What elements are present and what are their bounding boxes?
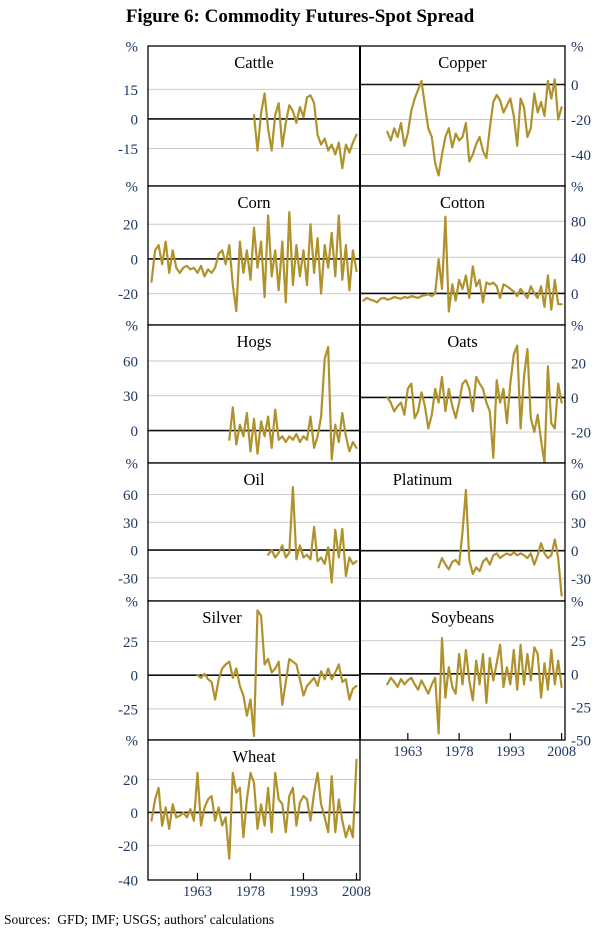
y-tick-label: 0	[571, 286, 579, 303]
x-tick-label: 1993	[288, 884, 318, 900]
panel-title-copper: Copper	[438, 53, 487, 72]
x-tick-label: 2008	[547, 744, 577, 760]
panel-copper	[360, 40, 591, 187]
percent-label: %	[571, 318, 584, 335]
y-tick-label: -30	[571, 572, 591, 589]
percent-label: %	[125, 39, 138, 56]
panel-oats	[360, 319, 591, 464]
y-tick-label: 30	[123, 515, 138, 532]
y-tick-label: 30	[123, 389, 138, 406]
y-tick-label: -25	[571, 700, 591, 717]
figure-title: Figure 6: Commodity Futures-Spot Spread	[125, 6, 475, 27]
y-tick-label: 30	[571, 516, 586, 533]
y-tick-label: 20	[123, 773, 138, 790]
x-tick-label: 1963	[393, 744, 423, 760]
y-tick-label: -20	[118, 287, 138, 304]
percent-label: %	[125, 179, 138, 196]
y-tick-label: 0	[130, 424, 138, 441]
panel-title-wheat: Wheat	[232, 747, 276, 766]
y-tick-label: -30	[118, 571, 138, 588]
percent-label: %	[125, 733, 138, 750]
percent-label: %	[125, 318, 138, 335]
y-tick-label: -20	[571, 113, 591, 129]
y-tick-label: 80	[571, 214, 586, 231]
x-tick-label: 1978	[444, 744, 474, 760]
panel-cotton	[360, 180, 586, 326]
y-tick-label: 25	[123, 634, 138, 651]
panel-title-corn: Corn	[237, 193, 271, 212]
x-tick-label: 1993	[495, 744, 525, 760]
y-tick-label: 40	[571, 250, 586, 267]
y-tick-label: 0	[130, 805, 138, 822]
y-tick-label: 0	[571, 667, 579, 684]
y-tick-label: 15	[123, 82, 138, 99]
y-tick-label: -20	[118, 838, 138, 855]
panel-title-soybeans: Soybeans	[430, 608, 495, 627]
percent-label: %	[125, 456, 138, 473]
panel-title-cattle: Cattle	[234, 53, 274, 72]
y-tick-label: 60	[123, 487, 138, 504]
y-tick-label: 0	[130, 112, 138, 129]
y-tick-label: 25	[571, 634, 586, 651]
y-tick-label-bottom: -50	[571, 733, 591, 750]
percent-label: %	[571, 456, 584, 473]
y-tick-label: -40	[571, 148, 591, 164]
panel-platinum	[360, 457, 591, 602]
panel-wheat	[118, 734, 371, 901]
percent-label: %	[571, 594, 584, 611]
source-note: Sources: GFD; IMF; USGS; authors' calculations	[4, 912, 275, 927]
y-tick-label: -15	[118, 142, 138, 159]
panel-title-platinum: Platinum	[392, 470, 453, 489]
percent-label: %	[571, 179, 584, 196]
x-tick-label: 1963	[182, 884, 212, 900]
panel-cattle	[118, 40, 360, 187]
y-tick-label: 0	[130, 543, 138, 560]
panel-title-silver: Silver	[202, 608, 242, 627]
percent-label: %	[125, 594, 138, 611]
x-tick-label: 2008	[341, 884, 371, 900]
y-tick-label: 0	[130, 668, 138, 685]
y-tick-label-bottom: -40	[118, 873, 138, 890]
panel-corn	[118, 180, 360, 326]
percent-label: %	[571, 39, 584, 56]
panel-silver	[118, 595, 360, 741]
y-tick-label: 60	[571, 488, 586, 505]
panel-title-oats: Oats	[447, 332, 478, 351]
panel-title-hogs: Hogs	[236, 332, 272, 351]
panel-title-oil: Oil	[243, 470, 265, 489]
y-tick-label: -25	[118, 702, 138, 719]
panel-oil	[118, 457, 360, 602]
y-tick-label: 0	[571, 390, 579, 407]
y-tick-label: 20	[123, 217, 138, 234]
panel-title-cotton: Cotton	[440, 193, 485, 212]
panel-soybeans	[360, 595, 591, 761]
y-tick-label: 0	[571, 78, 579, 94]
y-tick-label: 20	[571, 356, 586, 373]
y-tick-label: 60	[123, 354, 138, 371]
y-tick-label: 0	[571, 544, 579, 561]
y-tick-label: -20	[571, 425, 591, 442]
y-tick-label: 0	[130, 252, 138, 269]
panel-hogs	[123, 319, 360, 464]
x-tick-label: 1978	[235, 884, 265, 900]
